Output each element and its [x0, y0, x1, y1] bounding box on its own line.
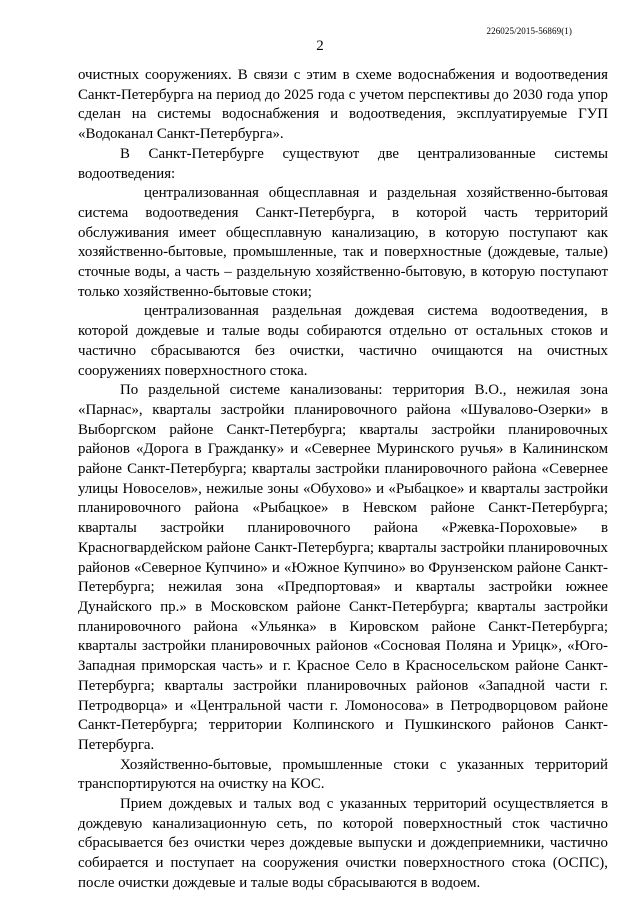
paragraph-1: очистных сооружениях. В связи с этим в схеме водоснабжения и водоотведения Санкт-Петербурга на период до 2025 года с учетом перспективы до 2030 года упор сделан на системы водоснабжения и водоотведения, эксплуатируемые ГУП «Водоканал Санкт-Петербурга».	[78, 67, 608, 143]
paragraph-5: По раздельной системе канализованы: территория В.О., нежилая зона «Парнас», кварталы застройки планировочного района «Шувалово-Озерки» в Выборгском районе Санкт-Петербурга; кварталы застройки планировочных районов «Дорога в Гражданку» и «Севернее Муринского ручья» в Калининском районе Санкт-Петербурга; кварталы застройки планировочного района «Севернее улицы Новоселов», нежилые зоны «Обухово» и «Рыбацкое» и кварталы застройки планировочного района «Рыбацкое» в Невском районе Санкт-Петербурга; кварталы застройки планировочного района «Ржевка-Пороховые» в Красногвардейском районе Санкт-Петербурга; кварталы застройки планировочных районов «Северное Купчино» и «Южное Купчино» во Фрунзенском районе Санкт-Петербурга; нежилая зона «Предпортовая» и кварталы застройки южнее Дунайского пр.» в Московском районе Санкт-Петербурга; кварталы застройки планировочного района «Ульянка» в Кировском районе Санкт-Петербурга; кварталы застройки планировочных районов «Сосновая Поляна и Урицк», «Юго-Западная приморская часть» и г. Красное Село в Красносельском районе Санкт-Петербурга; кварталы застройки планировочных районов «Западной части г. Петродворца» и «Центральной части г. Ломоносова» в Петродворцовом районе Санкт-Петербурга; территории Колпинского и Пушкинского районов Санкт-Петербурга.	[78, 382, 608, 753]
document-body	[78, 66, 608, 894]
page-number: 2	[316, 38, 324, 54]
paragraph-7: Прием дождевых и талых вод с указанных территорий осуществляется в дождевую канализационную сеть, по которой поверхностный сток частично сбрасывается без очистки через дождевые выпуски и дождеприемники, частично собирается и поступает на сооружения очистки поверхностного стока (ОСПС), после очистки дождевые и талые воды сбрасываются в водоем.	[78, 796, 608, 891]
paragraph-6: Хозяйственно-бытовые, промышленные стоки с указанных территорий транспортируются на очистку на КОС.	[78, 756, 608, 793]
paragraph-4: централизованная раздельная дождевая система водоотведения, в которой дождевые и талые воды собираются отдельно от остальных стоков и частично сбрасываются без очистки, частично очищаются на очистных сооружениях поверхностного стока.	[78, 303, 608, 379]
paragraph-3: централизованная общесплавная и раздельная хозяйственно-бытовая система водоотведения Санкт-Петербурга, в которой часть территорий обслуживания имеет общесплавную канализацию, в которую поступают как хозяйственно-бытовые, промышленные, так и поверхностные (дождевые, талые) сточные воды, а часть – раздельную хозяйственно-бытовую, в которую поступают только хозяйственно-бытовые стоки;	[78, 185, 608, 300]
paragraph-2: В Санкт-Петербурге существуют две централизованные системы водоотведения:	[78, 145, 608, 182]
document-id: 226025/2015-56869(1)	[486, 26, 572, 36]
